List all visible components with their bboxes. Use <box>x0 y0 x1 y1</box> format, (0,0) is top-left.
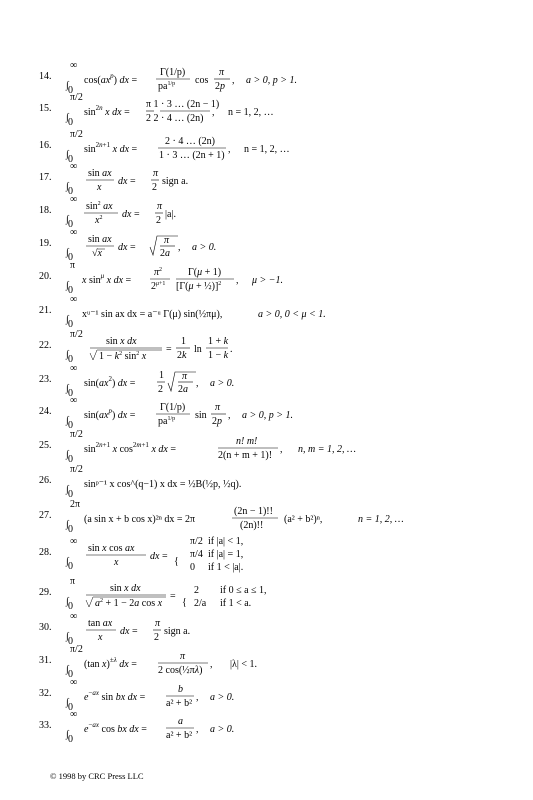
integral-lower: 0 <box>68 319 73 330</box>
formula-tail: sign a. <box>162 176 189 187</box>
svg-text:(tan x)±λ dx =: (tan x)$^{\pm\lambda}$ dx = <box>84 656 137 670</box>
svg-text:∫: ∫ <box>66 664 69 675</box>
formula-tail: , <box>178 242 181 253</box>
integral-upper: π <box>70 576 76 587</box>
svg-text:,: , <box>212 107 215 118</box>
formula-expression <box>62 60 502 96</box>
formula-condition: n = 1, 2, … <box>358 514 404 525</box>
formula-19-svg <box>62 227 502 263</box>
svg-text:sin x dx: sin x dx <box>110 583 141 594</box>
svg-text:dx =: dx = <box>118 242 136 253</box>
formula-expression <box>62 129 502 165</box>
fraction-numerator: 2 · 4 … (2n) <box>165 136 215 147</box>
formula-expression <box>62 429 502 465</box>
formula-condition: a > 0, p > 1. <box>246 75 297 86</box>
case-value: 0 <box>190 562 195 573</box>
svg-text:pa1/p: $pa^{1/p}$ <box>158 416 176 427</box>
svg-text:,: , <box>210 659 213 670</box>
integral-lower: 0 <box>68 702 73 713</box>
svg-text:,: , <box>228 410 231 421</box>
integral-upper: π/2 <box>70 429 83 440</box>
formula-condition: a > 0. <box>210 692 235 703</box>
svg-text:=: = <box>166 344 172 355</box>
formula-number: 17. <box>39 172 52 183</box>
formula-number: 19. <box>39 238 52 249</box>
case-value: π/4 <box>190 549 203 560</box>
formula-number: 24. <box>39 406 52 417</box>
formula-expression <box>62 194 502 230</box>
formula-14-svg <box>62 60 502 96</box>
formula-expression <box>62 260 502 296</box>
formula-number: 18. <box>39 205 52 216</box>
svg-text:cos: cos <box>195 75 209 86</box>
svg-text:sin2 ax: $\sin^2$ ax <box>86 201 113 212</box>
svg-text:∫: ∫ <box>66 383 69 394</box>
svg-text:,: , <box>228 144 231 155</box>
formula-number: 29. <box>39 587 52 598</box>
svg-text:∫: ∫ <box>66 449 69 460</box>
integral-lower: 0 <box>68 734 73 745</box>
fraction-numerator: 1 <box>181 336 186 347</box>
svg-text:sin2n x dx =: $\sin^{2n} x$ dx = <box>84 104 130 118</box>
formula-integrand: xᵘ⁻¹ sin ax dx = a⁻ᵘ Γ(μ) sin(½πμ), <box>82 309 223 320</box>
integral-upper: π/2 <box>70 92 83 103</box>
formula-expression <box>62 611 502 647</box>
integral-upper: π/2 <box>70 129 83 140</box>
integral-upper: π/2 <box>70 464 83 475</box>
svg-text:π: π <box>182 371 188 382</box>
svg-text:∫: ∫ <box>66 149 69 160</box>
formula-expression <box>62 464 502 500</box>
formula-number: 14. <box>39 71 52 82</box>
svg-text:∫: ∫ <box>66 556 69 567</box>
integral-lower: 0 <box>68 186 73 197</box>
integral-upper: π/2 <box>70 644 83 655</box>
svg-text:a2 + 1 − 2a cos x: $a^2 + 1 - 2a$ cos x <box>95 598 163 609</box>
formula-number: 28. <box>39 547 52 558</box>
svg-text:Γ(μ + 1): Γ(μ + 1) <box>188 267 222 278</box>
formula-number: 31. <box>39 655 52 666</box>
formula-condition: |λ| < 1. <box>230 659 257 670</box>
svg-text:1 − k: 1 − k <box>208 350 229 361</box>
integral-lower: 0 <box>68 669 73 680</box>
integral-lower: 0 <box>68 285 73 296</box>
formula-30-svg <box>62 611 502 647</box>
formula-tail: (a² + b²)ⁿ, <box>284 514 323 525</box>
fraction-denominator: 2 <box>152 182 157 193</box>
case-condition: if 1 < |a|. <box>208 562 244 573</box>
svg-text:∫: ∫ <box>66 415 69 426</box>
formula-expression <box>62 363 502 399</box>
svg-text:.: . <box>230 344 233 355</box>
integral-upper: π/2 <box>70 329 83 340</box>
formula-number: 16. <box>39 140 52 151</box>
formula-condition: a > 0, 0 < μ < 1. <box>258 309 326 320</box>
integral-lower: 0 <box>68 524 73 535</box>
formula-20-svg <box>62 260 502 296</box>
formula-32-svg <box>62 677 502 713</box>
svg-text:π: π <box>219 67 225 78</box>
svg-text:∫: ∫ <box>66 729 69 740</box>
svg-text:x: x <box>114 557 119 568</box>
integral-upper: ∞ <box>70 194 78 205</box>
formula-33-svg <box>62 709 502 745</box>
svg-text:2p: 2p <box>212 416 222 427</box>
svg-text:sin ax: sin ax <box>88 168 112 179</box>
svg-text:∫: ∫ <box>66 697 69 708</box>
cases-brace: { <box>174 556 179 567</box>
case-value: π/2 <box>190 536 203 547</box>
svg-text:sin(ax2) dx =: $\sin(ax^2)$ dx = <box>84 375 136 389</box>
formula-condition: a > 0. <box>192 242 217 253</box>
formula-22-svg <box>62 329 502 365</box>
case-value: 2 <box>194 585 199 596</box>
svg-text:sin x cos ax: sin x cos ax <box>88 543 135 554</box>
formula-expression <box>62 644 502 680</box>
svg-text:sin: sin <box>195 410 207 421</box>
formula-16-svg <box>62 129 502 165</box>
formula-expression <box>62 329 502 365</box>
svg-text:∫: ∫ <box>66 596 69 607</box>
integral-upper: ∞ <box>70 611 78 622</box>
formula-condition: n, m = 1, 2, … <box>298 444 356 455</box>
formula-29-svg <box>62 576 502 613</box>
fraction-denominator: 1 · 3 … (2n + 1) <box>159 150 225 161</box>
integral-lower: 0 <box>68 601 73 612</box>
svg-text:dx =: dx = <box>122 209 140 220</box>
svg-text:π: π <box>164 235 170 246</box>
integral-upper: ∞ <box>70 395 78 406</box>
formula-condition: n = 1, 2, … <box>228 107 274 118</box>
copyright-footer: © 1998 by CRC Press LLC <box>50 771 144 781</box>
formula-tail: |a|. <box>165 209 176 220</box>
formula-21-svg <box>62 294 502 330</box>
formula-tail: sign a. <box>164 626 191 637</box>
svg-text:sin2n+1 x cos2m+1 x dx =: $\sin^{2n+1} x$ $\cos^{2m+1} x$ dx = <box>84 441 176 455</box>
svg-text:e−ax cos bx dx =: $e^{-ax}$ cos bx dx = <box>84 721 147 735</box>
fraction-numerator: 1 <box>159 370 164 381</box>
case-condition: if 0 ≤ a ≤ 1, <box>220 585 267 596</box>
svg-text:,: , <box>196 378 199 389</box>
svg-text:sin ax: sin ax <box>88 234 112 245</box>
svg-text:2a: 2a <box>160 248 170 259</box>
svg-text:sin x dx: sin x dx <box>106 336 137 347</box>
svg-text:∫: ∫ <box>66 214 69 225</box>
svg-text:x2: $x^2$ <box>95 215 103 226</box>
fraction-denominator: 2 <box>154 632 159 643</box>
integral-lower: 0 <box>68 420 73 431</box>
svg-text:2μ+1: $2^\mu+1$ <box>151 281 166 292</box>
formula-number: 32. <box>39 688 52 699</box>
formula-tail: , <box>236 275 239 286</box>
formula-number: 33. <box>39 720 52 731</box>
fraction-numerator: n! m! <box>236 436 258 447</box>
integral-upper: 2π <box>70 499 81 510</box>
integral-lower: 0 <box>68 561 73 572</box>
fraction-numerator: π 1 · 3 … (2n − 1) <box>146 99 220 110</box>
formula-condition: a > 0, p > 1. <box>242 410 293 421</box>
formula-28-svg <box>62 533 502 573</box>
fraction-numerator: b <box>178 684 183 695</box>
formula-integrand: (a sin x + b cos x)²ⁿ dx = 2π <box>84 514 196 525</box>
fraction-denominator: 2(n + m + 1)! <box>218 450 273 461</box>
case-condition: if |a| < 1, <box>208 536 244 547</box>
svg-text:2 cos(½πλ): 2 cos(½πλ) <box>158 665 203 676</box>
formula-26-svg <box>62 464 502 500</box>
fraction-denominator: 2 <box>156 215 161 226</box>
svg-text:x sinμ x dx =: x $\sin^\mu x$ dx = <box>82 272 132 286</box>
formula-number: 20. <box>39 271 52 282</box>
svg-text:2k: 2k <box>177 350 187 361</box>
formula-expression <box>62 294 502 330</box>
svg-text:x: x <box>97 182 102 193</box>
formula-condition: a > 0. <box>210 724 235 735</box>
svg-text:=: = <box>170 591 176 602</box>
formula-31-svg <box>62 644 502 680</box>
svg-text:,: , <box>280 444 283 455</box>
svg-text:2a: 2a <box>178 384 188 395</box>
integral-lower: 0 <box>68 354 73 365</box>
svg-text:dx =: dx = <box>150 551 168 562</box>
formula-number: 26. <box>39 475 52 486</box>
formula-15-svg <box>62 92 502 128</box>
formula-expression <box>62 536 502 573</box>
fraction-denominator: a² + b² <box>166 730 193 741</box>
integral-lower: 0 <box>68 252 73 263</box>
svg-text:π: π <box>215 402 221 413</box>
integral-upper: ∞ <box>70 677 78 688</box>
svg-text:∫: ∫ <box>66 484 69 495</box>
svg-text:dx =: dx = <box>120 626 138 637</box>
svg-text:π2: $\pi^2$ <box>154 267 163 278</box>
integral-lower: 0 <box>68 117 73 128</box>
svg-text:,: , <box>232 75 235 86</box>
integral-upper: ∞ <box>70 709 78 720</box>
formula-condition: a > 0. <box>210 378 235 389</box>
integral-upper: ∞ <box>70 161 78 172</box>
integral-upper: π <box>70 260 76 271</box>
fraction-denominator: (2n)!! <box>240 520 264 531</box>
formula-integrand: sinᵖ⁻¹ x cos^(q−1) x dx = ½B(½p, ½q). <box>84 479 242 490</box>
integral-lower: 0 <box>68 636 73 647</box>
fraction-numerator: π <box>157 201 163 212</box>
formula-expression <box>62 395 502 431</box>
formula-27-svg <box>62 499 502 535</box>
svg-text:∫: ∫ <box>66 247 69 258</box>
fraction-numerator: Γ(1/p) <box>160 67 186 78</box>
formula-expression <box>62 227 502 263</box>
integral-lower: 0 <box>68 489 73 500</box>
svg-text:sin2n+1 x dx =: $\sin^{2n+1} x$ dx = <box>84 141 138 155</box>
formula-condition: n = 1, 2, … <box>244 144 290 155</box>
svg-text:sin(axp) dx =: $\sin(ax^p)$ dx = <box>84 407 136 421</box>
integral-upper: ∞ <box>70 60 78 71</box>
fraction-numerator: π <box>180 651 186 662</box>
svg-text:∫: ∫ <box>66 280 69 291</box>
fraction-numerator: a <box>178 716 183 727</box>
formula-condition: μ > −1. <box>252 275 284 286</box>
formula-number: 23. <box>39 374 52 385</box>
fraction-denominator: $pa^{1/p}$ <box>158 81 176 92</box>
formula-number: 15. <box>39 103 52 114</box>
formula-expression <box>62 576 502 612</box>
integral-lower: 0 <box>68 219 73 230</box>
svg-text:[Γ(μ + ½)]2: [Γ(μ + ½)]$^2$ <box>176 281 222 292</box>
svg-text:∫: ∫ <box>66 631 69 642</box>
svg-text:∫: ∫ <box>66 349 69 360</box>
integral-lower: 0 <box>68 454 73 465</box>
fraction-denominator: a² + b² <box>166 698 193 709</box>
svg-text:∫: ∫ <box>66 314 69 325</box>
svg-text:∫: ∫ <box>66 112 69 123</box>
integral-upper: ∞ <box>70 363 78 374</box>
svg-text:√x: √x <box>92 248 102 259</box>
svg-text:1 − k2 sin2 x: $1 - k^2$ $\sin^2 x$ <box>99 351 147 362</box>
integral-upper: ∞ <box>70 294 78 305</box>
svg-text:2p: 2p <box>215 81 225 92</box>
svg-text:cos(axp) dx =: $\cos(ax^p)$ dx = <box>84 72 138 86</box>
formula-expression <box>62 161 502 197</box>
fraction-denominator: 2 2 · 4 … (2n) <box>146 113 204 124</box>
fraction-denominator: 2 <box>158 384 163 395</box>
formula-25-svg <box>62 429 502 465</box>
formula-number: 22. <box>39 340 52 351</box>
formula-expression <box>62 709 502 745</box>
integral-lower: 0 <box>68 154 73 165</box>
svg-text:dx =: dx = <box>118 176 136 187</box>
svg-text:∫: ∫ <box>66 181 69 192</box>
svg-text:1 + k: 1 + k <box>208 336 229 347</box>
formula-expression <box>62 677 502 713</box>
fraction-numerator: π <box>153 168 159 179</box>
integral-upper: ∞ <box>70 227 78 238</box>
formula-23-svg <box>62 363 502 399</box>
svg-text:e−ax sin bx dx =: $e^{-ax}$ sin bx dx = <box>84 689 146 703</box>
formula-24-svg <box>62 395 502 431</box>
formula-expression <box>62 92 502 128</box>
svg-text:tan ax: tan ax <box>88 618 113 629</box>
formula-number: 27. <box>39 510 52 521</box>
formula-number: 30. <box>39 622 52 633</box>
fraction-numerator: Γ(1/p) <box>160 402 186 413</box>
svg-text:x: x <box>98 632 103 643</box>
integral-upper: ∞ <box>70 536 78 547</box>
cases-brace: { <box>182 597 187 608</box>
svg-text:,: , <box>196 724 199 735</box>
svg-text:∫: ∫ <box>66 519 69 530</box>
case-value: 2/a <box>194 598 207 609</box>
fraction-numerator: π <box>155 618 161 629</box>
svg-text:,: , <box>196 692 199 703</box>
case-condition: if |a| = 1, <box>208 549 244 560</box>
fraction-numerator: (2n − 1)!! <box>234 506 273 517</box>
case-condition: if 1 < a. <box>220 598 252 609</box>
formula-18-svg <box>62 194 502 230</box>
svg-text:ln: ln <box>194 344 202 355</box>
integral-sign: ∫ <box>66 80 69 91</box>
formula-expression <box>62 499 502 535</box>
formula-number: 25. <box>39 440 52 451</box>
integral-lower: 0 <box>68 85 73 96</box>
integral-lower: 0 <box>68 388 73 399</box>
formula-17-svg <box>62 161 502 197</box>
formula-number: 21. <box>39 305 52 316</box>
